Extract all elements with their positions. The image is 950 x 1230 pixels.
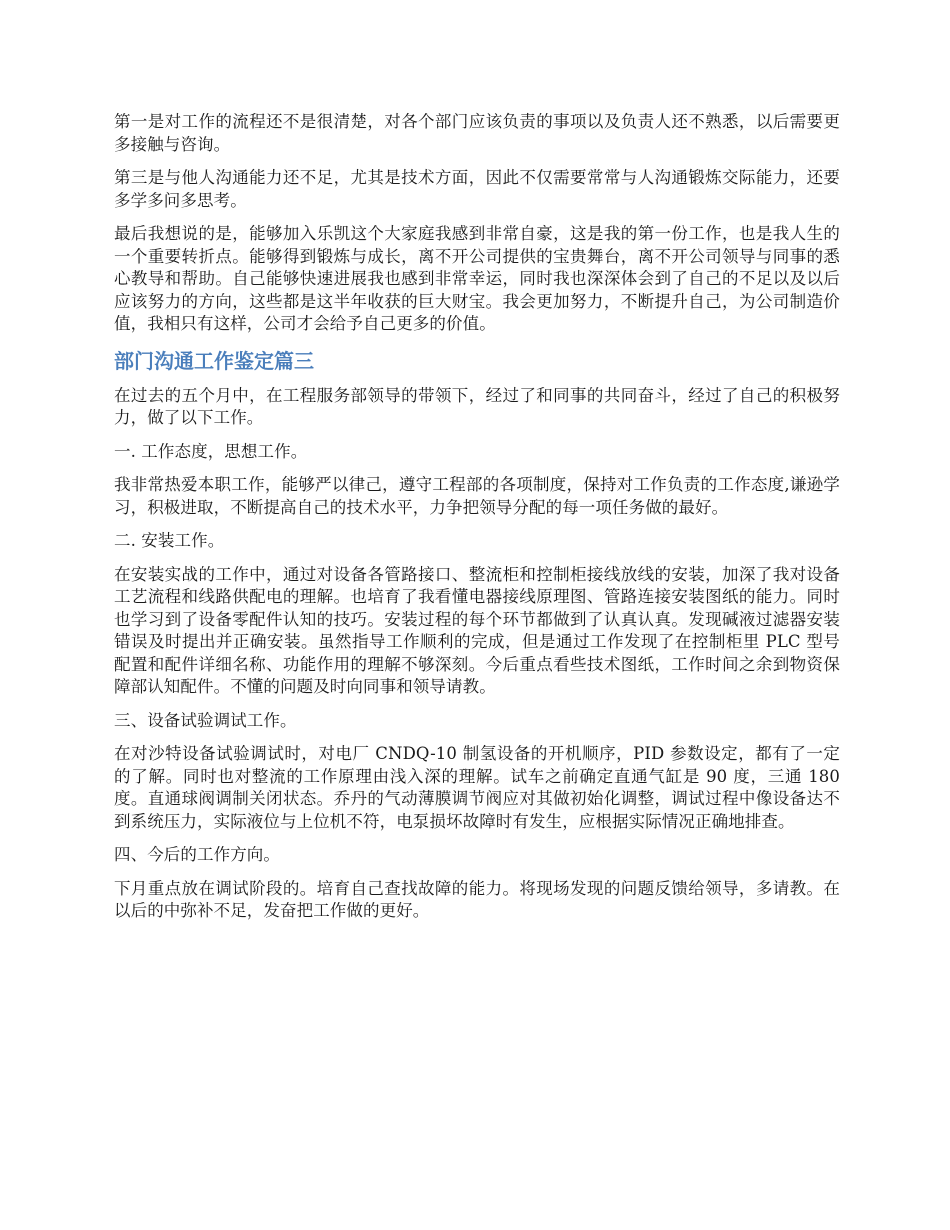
paragraph-section-intro: 在过去的五个月中，在工程服务部领导的带领下，经过了和同事的共同奋斗，经过了自己的积极努力，做了以下工作。: [114, 385, 840, 427]
paragraph-installation: 在安装实战的工作中，通过对设备各管路接口、整流柜和控制柜接线放线的安装，加深了我对设备工艺流程和线路供配电的理解。也培育了我看懂电器接线原理图、管路连接安装图纸的能力。同时也学习到了设备零配件认知的技巧。安装过程的每个环节都做到了认真认真。发现碱液过滤器安装错误及时提出并正确安装。虽然指导工作顺利的完成，但是通过工作发现了在控制柜里 PLC 型号配置和配件详细名称、功能作用的理解不够深刻。今后重点看些技术图纸，工作时间之余到物资保障部认知配件。不懂的问题及时向同事和领导请教。: [114, 564, 840, 696]
section-heading: 部门沟通工作鉴定篇三: [114, 348, 314, 373]
paragraph-future-direction: 下月重点放在调试阶段的。培育自己查找故障的能力。将现场发现的问题反馈给领导，多请教。在以后的中弥补不足，发奋把工作做的更好。: [114, 878, 840, 920]
paragraph-first-issue: 第一是对工作的流程还不是很清楚，对各个部门应该负责的事项以及负责人还不熟悉，以后需要更多接触与咨询。: [114, 112, 840, 154]
subheading-installation: 二. 安装工作。: [114, 531, 225, 550]
paragraph-third-issue: 第三是与他人沟通能力还不足，尤其是技术方面，因此不仅需要常常与人沟通锻炼交际能力，还要多学多问多思考。: [114, 168, 840, 210]
subheading-work-attitude: 一. 工作态度，思想工作。: [114, 441, 308, 461]
subheading-commissioning: 三、设备试验调试工作。: [114, 710, 297, 730]
paragraph-commissioning: 在对沙特设备试验调试时，对电厂 CNDQ-10 制氢设备的开机顺序，PID 参数设定，都有了一定的了解。同时也对整流的工作原理由浅入深的理解。试车之前确定直通气缸是 90 度，三通 180 度。直通球阀调制关闭状态。乔丹的气动薄膜调节阀应对其做初始化调整，调试过程中像设备达不到系统压力，实际液位与上位机不符，电泵损坏故障时有发生，应根据实际情况正确地排查。: [114, 744, 840, 831]
paragraph-closing-remarks: 最后我想说的是，能够加入乐凯这个大家庭我感到非常自豪，这是我的第一份工作，也是我人生的一个重要转折点。能够得到锻炼与成长，离不开公司提供的宝贵舞台，离不开公司领导与同事的悉心教导和帮助。自己能够快速进展我也感到非常幸运，同时我也深深体会到了自己的不足以及以后应该努力的方向，这些都是这半年收获的巨大财宝。我会更加努力，不断提升自己，为公司制造价值，我相只有这样，公司才会给予自己更多的价值。: [114, 224, 840, 333]
document-page: [114, 111, 840, 934]
paragraph-work-attitude: 我非常热爱本职工作，能够严以律己，遵守工程部的各项制度，保持对工作负责的工作态度,谦逊学习，积极进取，不断提高自己的技术水平，力争把领导分配的每一项任务做的最好。: [114, 475, 840, 517]
subheading-future-direction: 四、今后的工作方向。: [114, 845, 280, 864]
